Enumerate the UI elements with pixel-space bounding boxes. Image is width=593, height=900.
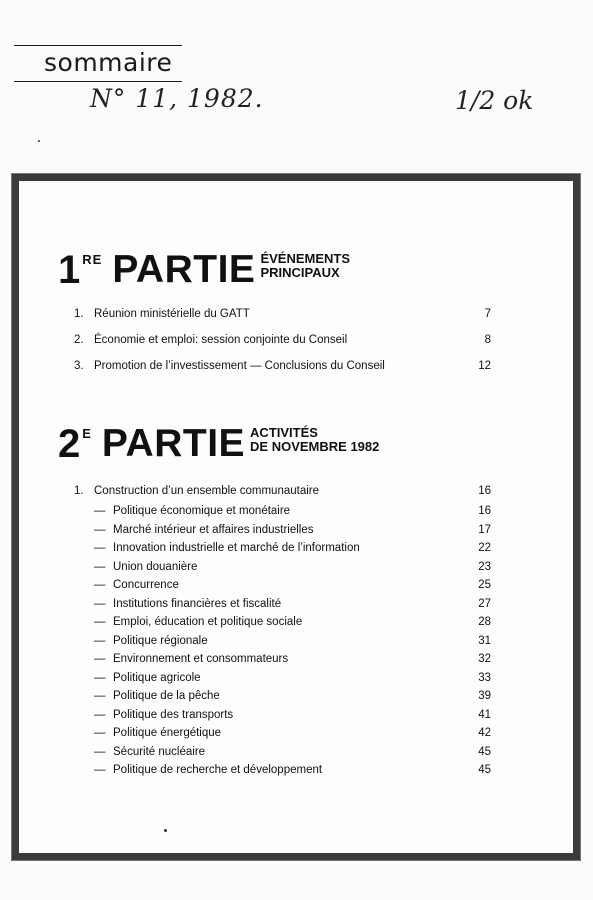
entry-label: Promotion de l’investissement — Conclusions du Conseil xyxy=(94,360,385,372)
subentry-label: Politique agricole xyxy=(113,671,201,684)
subentry-page: 45 xyxy=(478,745,491,758)
subentry-dash: — xyxy=(94,690,106,702)
entry-page: 7 xyxy=(484,308,491,320)
subentry-dash: — xyxy=(94,708,106,721)
toc-subentry[interactable] xyxy=(74,635,491,647)
subentry-dash: — xyxy=(94,727,106,739)
part2-subtitle-line2: DE NOVEMBRE 1982 xyxy=(250,439,380,454)
subentry-dash: — xyxy=(94,505,106,517)
subentry-label: Politique de recherche et développement xyxy=(113,764,323,776)
entry-number: 1. xyxy=(74,308,84,320)
subentry-label: Politique énergétique xyxy=(113,727,222,739)
subentry-label: Institutions financières et fiscalité xyxy=(113,597,282,610)
toc-subentry[interactable] xyxy=(74,746,491,758)
section-label: Construction d’un ensemble communautaire xyxy=(94,485,320,497)
subentry-page: 32 xyxy=(478,653,491,665)
subentry-dash: — xyxy=(94,671,106,684)
subentry-label: Politique régionale xyxy=(113,634,208,647)
section-number: 1. xyxy=(74,485,84,497)
subentry-label: Politique de la pêche xyxy=(113,690,220,702)
entry-page: 12 xyxy=(478,360,491,372)
subentry-dash: — xyxy=(94,764,106,776)
entry-number: 3. xyxy=(74,360,84,372)
toc-subentry[interactable] xyxy=(74,616,491,628)
header-rule-bottom xyxy=(14,81,182,82)
toc-subentry[interactable] xyxy=(74,579,491,591)
subentry-dash: — xyxy=(94,523,106,536)
subentry-dash: — xyxy=(94,616,106,628)
toc-entry[interactable] xyxy=(74,334,491,346)
subentry-page: 41 xyxy=(478,708,491,721)
part2-suffix: E xyxy=(82,426,92,441)
part1-subtitle-line2: PRINCIPAUX xyxy=(260,265,340,280)
toc-section[interactable] xyxy=(74,485,491,497)
part2-word: PARTIE xyxy=(101,422,246,465)
subentry-page: 31 xyxy=(478,634,491,647)
toc-entry[interactable] xyxy=(74,360,491,372)
section-page: 16 xyxy=(478,485,491,497)
part1-heading xyxy=(58,250,350,290)
subentry-page: 39 xyxy=(478,690,491,702)
subentry-page: 23 xyxy=(478,560,491,573)
part1-suffix: RE xyxy=(82,252,103,267)
toc-subentry[interactable] xyxy=(74,505,491,517)
toc-subentry[interactable] xyxy=(74,561,491,573)
part1-subtitle-line1: ÉVÉNEMENTS xyxy=(260,251,351,266)
entry-page: 8 xyxy=(484,334,491,346)
toc-subentry[interactable] xyxy=(74,653,491,665)
toc-entry[interactable] xyxy=(74,308,491,320)
subentry-dash: — xyxy=(94,560,106,573)
subentry-page: 27 xyxy=(478,597,491,610)
subentry-page: 28 xyxy=(478,616,491,628)
subentry-label: Emploi, éducation et politique sociale xyxy=(113,616,303,628)
subentry-dash: — xyxy=(94,542,106,554)
subentry-label: Environnement et consommateurs xyxy=(113,653,289,665)
subentry-dash: — xyxy=(94,597,106,610)
subentry-label: Innovation industrielle et marché de l’information xyxy=(113,542,360,554)
page-title: sommaire xyxy=(44,48,173,77)
toc-subentry[interactable] xyxy=(74,542,491,554)
subentry-dash: — xyxy=(94,579,106,591)
subentry-dash: — xyxy=(94,653,106,665)
subentry-dash: — xyxy=(94,634,106,647)
part1-word: PARTIE xyxy=(112,248,256,291)
subentry-page: 16 xyxy=(478,505,491,517)
subentry-page: 22 xyxy=(478,542,491,554)
scan-speck xyxy=(38,140,40,142)
toc-subentry[interactable] xyxy=(74,690,491,702)
toc-subentry[interactable] xyxy=(74,672,491,684)
handwritten-check-note: 1/2 ok xyxy=(455,86,534,115)
toc-subentry[interactable] xyxy=(74,709,491,721)
part2-number: 2 xyxy=(58,422,81,466)
subentry-dash: — xyxy=(94,745,106,758)
part2-heading xyxy=(58,424,379,464)
subentry-page: 33 xyxy=(478,671,491,684)
entry-number: 2. xyxy=(74,334,84,346)
toc-subentry[interactable] xyxy=(74,727,491,739)
header-rule-top xyxy=(14,45,182,46)
part2-subtitle-line1: ACTIVITÉS xyxy=(250,425,318,440)
subentry-page: 25 xyxy=(478,579,491,591)
subentry-label: Concurrence xyxy=(113,579,179,591)
subentry-label: Union douanière xyxy=(113,560,198,573)
handwritten-issue-note: N° 11, 1982. xyxy=(90,84,264,113)
scan-speck xyxy=(164,829,167,832)
part2-subtitle xyxy=(250,426,379,454)
subentry-label: Sécurité nucléaire xyxy=(113,745,206,758)
subentry-page: 45 xyxy=(478,764,491,776)
toc-subentry[interactable] xyxy=(74,764,491,776)
toc-subentry[interactable] xyxy=(74,598,491,610)
subentry-page: 42 xyxy=(478,727,491,739)
subentry-page: 17 xyxy=(478,523,491,536)
entry-label: Économie et emploi: session conjointe du Conseil xyxy=(94,334,348,346)
entry-label: Réunion ministérielle du GATT xyxy=(94,308,250,320)
subentry-label: Politique économique et monétaire xyxy=(113,505,291,517)
part1-number: 1 xyxy=(58,248,81,292)
subentry-label: Marché intérieur et affaires industrielles xyxy=(113,523,314,536)
toc-subentry[interactable] xyxy=(74,524,491,536)
subentry-label: Politique des transports xyxy=(113,708,234,721)
part1-subtitle xyxy=(260,252,350,280)
